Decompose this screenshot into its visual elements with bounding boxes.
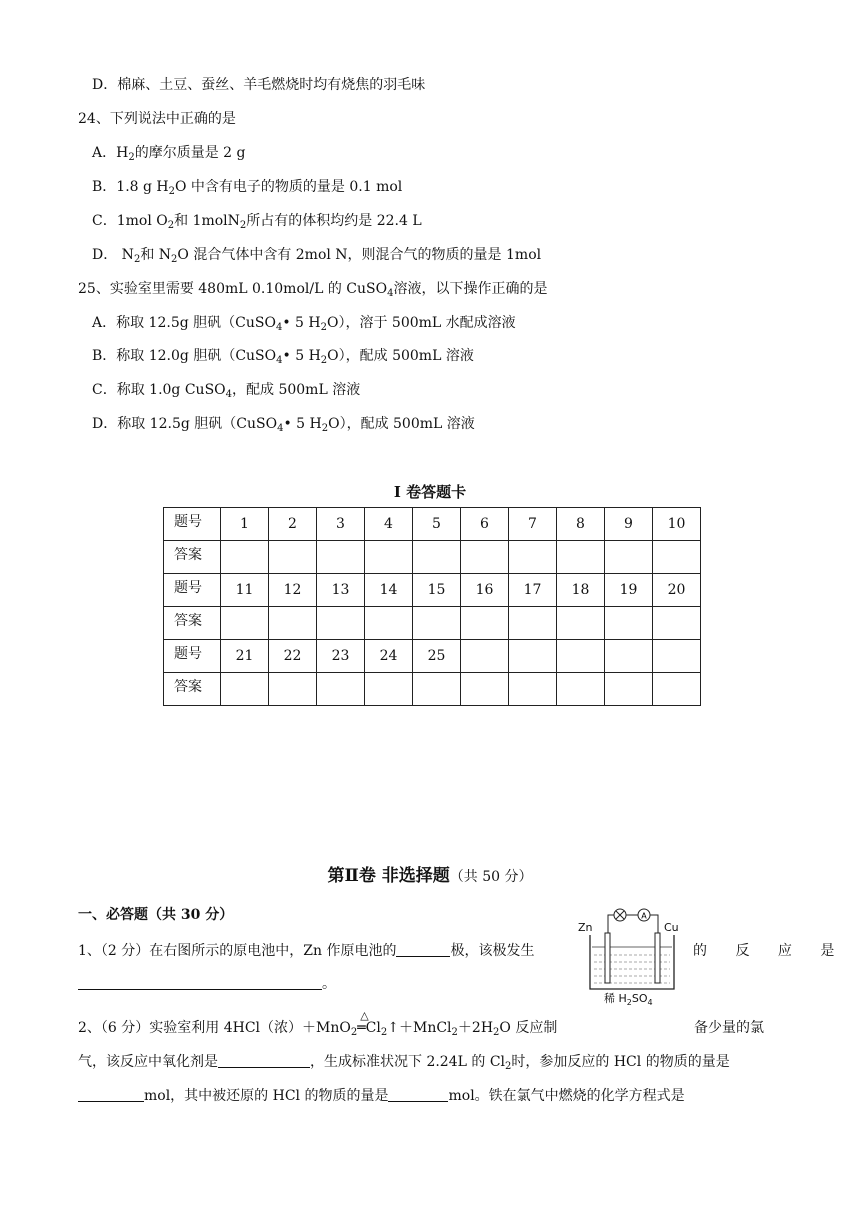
zn-label: Zn [578,921,593,934]
answer-cell[interactable] [653,673,701,706]
answer-card-answer-row [164,673,701,706]
q25-stem: 25、实验室里需要 480mL 0.10mol/L 的 CuSO$_4$溶液，以下操作正确的是 [78,281,548,299]
q23-option-d: D．棉麻、土豆、蚕丝、羊毛燃烧时均有烧焦的羽毛味 [92,77,426,93]
q25-option-d: D．称取 12.5g 胆矾（CuSO$_4$• 5 $H_2O$），配成 500mL 溶液 [92,416,475,434]
q1-line1-tail: 的 反 应 是 [693,943,847,959]
answer-cell[interactable] [509,607,557,640]
question-number-cell: 3 [317,508,365,541]
question-number-cell: 20 [653,574,701,607]
q2-blank-hcl-total[interactable] [78,1087,144,1102]
answer-cell[interactable] [605,607,653,640]
row-label-answer: 答案 [164,607,221,640]
answer-cell[interactable] [413,607,461,640]
q25-option-b: B．称取 12.0g 胆矾（CuSO$_4$• 5 $H_2O$），配成 500mL 溶液 [92,348,474,366]
answer-cell[interactable] [461,673,509,706]
answer-cell[interactable] [509,673,557,706]
answer-card-table [163,507,701,706]
question-number-cell [653,640,701,673]
question-number-cell: 5 [413,508,461,541]
question-number-cell: 24 [365,640,413,673]
question-number-cell: 12 [269,574,317,607]
answer-cell[interactable] [461,607,509,640]
question-number-cell: 19 [605,574,653,607]
answer-cell[interactable] [413,541,461,574]
q24-option-c: C．1mol $O_2$和 1molN$_2$所占有的体积均约是 22.4 L [92,213,422,231]
answer-card-answer-row [164,607,701,640]
question-number-cell: 6 [461,508,509,541]
answer-cell[interactable] [605,541,653,574]
answer-card-number-row [164,508,701,541]
question-number-cell: 4 [365,508,413,541]
q24-option-b: B．1.8 g $H_2O$ 中含有电子的物质的量是 0.1 mol [92,179,403,197]
q2-blank-oxidant[interactable] [218,1053,310,1068]
question-number-cell [509,640,557,673]
q24-option-d: D． $N_2$和 $N_2O$ 混合气体中含有 2mol N，则混合气的物质的量是 1mol [92,247,542,265]
question-number-cell: 10 [653,508,701,541]
answer-card-answer-row [164,541,701,574]
answer-cell[interactable] [269,541,317,574]
question-number-cell [557,640,605,673]
answer-cell[interactable] [605,673,653,706]
q1-blank-reaction[interactable] [78,975,322,990]
answer-cell[interactable] [509,541,557,574]
question-number-cell: 23 [317,640,365,673]
q25-option-c: C．称取 1.0g CuSO$_4$，配成 500mL 溶液 [92,382,361,400]
answer-cell[interactable] [317,607,365,640]
svg-text:A: A [641,911,647,921]
answer-card-number-row [164,574,701,607]
question-number-cell: 1 [221,508,269,541]
answer-cell[interactable] [461,541,509,574]
question-number-cell: 16 [461,574,509,607]
q24-option-a: A．$H_2$的摩尔质量是 2 g [92,145,246,163]
row-label-number: 题号 [164,574,221,607]
answer-cell[interactable] [269,607,317,640]
answer-cell[interactable] [269,673,317,706]
q2-line3: mol，其中被还原的 HCl 的物质的量是 mol。铁在氯气中燃烧的化学方程式是 [78,1087,685,1105]
answer-cell[interactable] [317,541,365,574]
answer-cell[interactable] [365,673,413,706]
question-number-cell: 9 [605,508,653,541]
question-number-cell: 14 [365,574,413,607]
answer-card-title: I 卷答题卡 [393,483,467,501]
answer-cell[interactable] [221,607,269,640]
answer-cell[interactable] [365,607,413,640]
q2-line1: 2、（6 分）实验室利用 4HCl（浓）＋MnO$_2$ △ $═Cl_2↑+MnCl_2+2H_2O$ 反应制 [78,1009,558,1038]
q2-line1-tail: 备少量的氯 [694,1020,764,1036]
row-label-number: 题号 [164,640,221,673]
question-number-cell: 17 [509,574,557,607]
question-number-cell: 18 [557,574,605,607]
question-number-cell: 21 [221,640,269,673]
answer-cell[interactable] [557,673,605,706]
q1-line2: 。 [78,975,336,993]
galvanic-cell-diagram [578,899,688,1009]
question-number-cell [605,640,653,673]
q2-line2: 气，该反应中氧化剂是 ，生成标准状况下 2.24L 的 $Cl_2$时，参加反应的 HCl 的物质的量是 [78,1054,730,1072]
question-number-cell [461,640,509,673]
row-label-answer: 答案 [164,673,221,706]
answer-cell[interactable] [653,607,701,640]
question-number-cell: 15 [413,574,461,607]
question-number-cell: 22 [269,640,317,673]
question-number-cell: 11 [221,574,269,607]
question-number-cell: 7 [509,508,557,541]
q2-blank-hcl-reduced[interactable] [388,1087,448,1102]
answer-cell[interactable] [221,541,269,574]
answer-cell[interactable] [557,541,605,574]
q24-stem: 24、下列说法中正确的是 [78,111,236,127]
question-number-cell: 25 [413,640,461,673]
section2-title: 第Ⅱ卷 非选择题（共 50 分） [327,866,533,886]
row-label-number: 题号 [164,508,221,541]
answer-cell[interactable] [365,541,413,574]
cu-label: Cu [664,921,679,934]
answer-cell[interactable] [653,541,701,574]
section2-part1-heading: 一、必答题（共 30 分） [78,907,234,923]
question-number-cell: 8 [557,508,605,541]
q1-blank-pole[interactable] [396,942,450,957]
q25-option-a: A．称取 12.5g 胆矾（CuSO$_4$• 5 $H_2O$），溶于 500mL 水配成溶液 [92,315,516,333]
question-number-cell: 13 [317,574,365,607]
answer-cell[interactable] [557,607,605,640]
acid-label: 稀 $H_2SO_4$ [604,992,653,1007]
answer-cell[interactable] [317,673,365,706]
answer-card-number-row [164,640,701,673]
question-number-cell: 2 [269,508,317,541]
q1-line1: 1、（2 分）在右图所示的原电池中，Zn 作原电池的 极，该极发生 [78,943,535,959]
answer-cell[interactable] [221,673,269,706]
heating-condition: △ ═ [357,1009,369,1036]
row-label-answer: 答案 [164,541,221,574]
answer-cell[interactable] [413,673,461,706]
